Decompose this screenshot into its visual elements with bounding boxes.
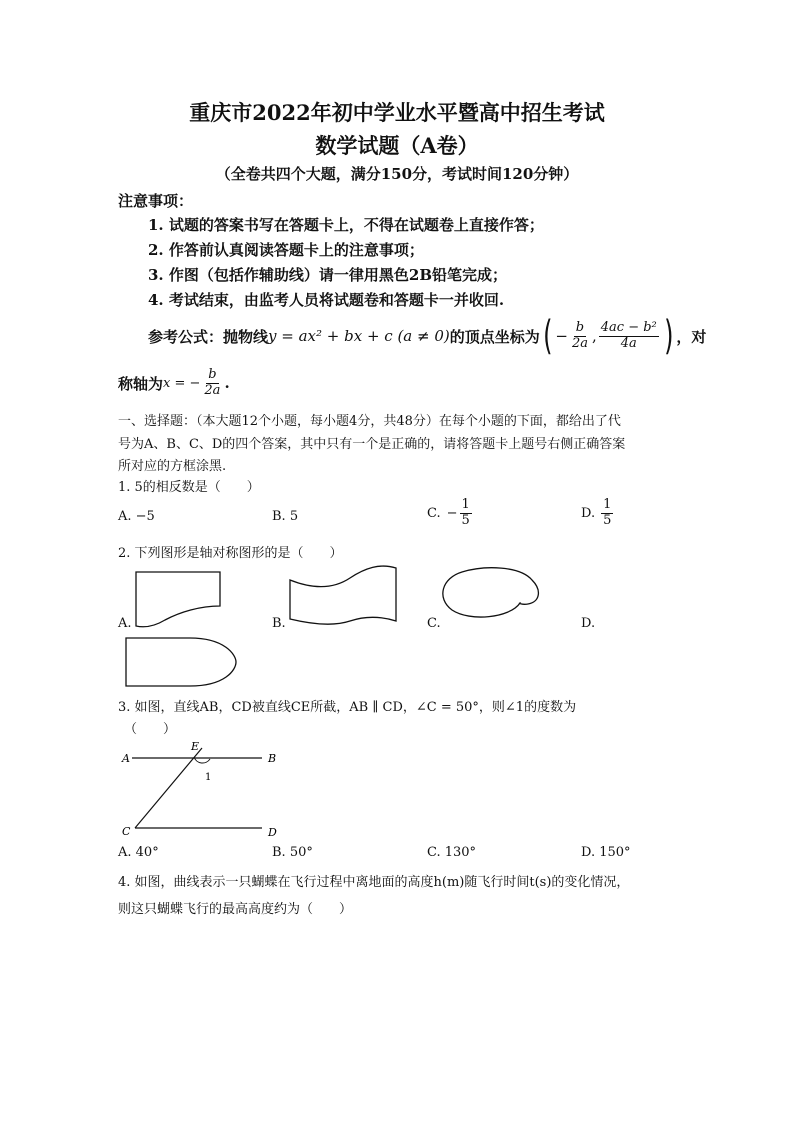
formula-suffix: ，对 (676, 327, 707, 346)
label-e: E (191, 740, 200, 753)
q1-d-num: 1 (603, 497, 612, 512)
q1-d-den: 5 (603, 512, 612, 528)
reference-formula: 参考公式：抛物线 y = ax² + bx + c (a ≠ 0) 的顶点坐标为 ( − $\frac{b}{2a}$ , $\frac{\text{4ac − b²}}{4a}$ ) ，对 (148, 313, 707, 359)
label-c: C (122, 825, 131, 838)
q4-stem-line-2: 则这只蝴蝶飞行的最高高度约为（ ） (118, 902, 353, 917)
q1-option-a: A. −5 (118, 509, 155, 524)
line-ce (135, 748, 202, 828)
q2-option-c: C. (427, 616, 441, 631)
axis-prefix: 称轴为 (118, 374, 164, 393)
axis-end: . (224, 374, 230, 393)
axis-num: b (208, 367, 217, 382)
vertex-y-den: 4a (620, 335, 637, 351)
q1-option-b: B. 5 (272, 509, 299, 524)
q2-shape-c (443, 568, 539, 617)
q1-option-d-label: D. (581, 505, 596, 521)
notice-item-3: 3. 作图（包括作辅助线）请一律用黑色2B铅笔完成； (148, 266, 507, 284)
vertex-x-den: 2a (571, 335, 588, 351)
q1-c-den: 5 (461, 512, 470, 528)
q1-c-num: 1 (461, 497, 470, 512)
q3-option-b: B. 50° (272, 845, 313, 860)
label-d: D (268, 826, 277, 839)
q2-option-a: A. (118, 616, 132, 631)
left-paren: ( (542, 313, 553, 359)
q4-stem-line-1: 4. 如图，曲线表示一只蝴蝶在飞行过程中离地面的高度h(m)随飞行时间t(s)的变化情况， (118, 875, 630, 890)
q2-option-d: D. (581, 616, 596, 631)
formula-equation: y = ax² + bx + c (a ≠ 0) (268, 327, 450, 345)
label-1: 1 (205, 772, 212, 783)
q1-stem: 1. 5的相反数是（ ） (118, 480, 260, 495)
label-a: A (122, 752, 130, 765)
notice-item-2: 2. 作答前认真阅读答题卡上的注意事项； (148, 241, 424, 259)
q3-figure (110, 738, 300, 843)
q1-option-c-label: C. (427, 505, 441, 521)
right-paren: ) (663, 313, 674, 359)
exam-info: （全卷共四个大题，满分150分，考试时间120分钟） (215, 165, 579, 183)
axis-den: 2a (204, 382, 221, 398)
exam-title: 重庆市2022年初中学业水平暨高中招生考试 (189, 100, 605, 125)
section1-line-1: 一、选择题：（本大题12个小题，每小题4分，共48分）在每个小题的下面，都给出了代 (118, 414, 621, 429)
section1-line-3: 所对应的方框涂黑. (118, 459, 227, 474)
vertex-x-num: b (575, 319, 585, 335)
notice-item-4: 4. 考试结束，由监考人员将试题卷和答题卡一并收回. (148, 291, 505, 309)
q2-shape-d (126, 638, 236, 686)
formula-prefix: 参考公式：抛物线 (148, 327, 269, 346)
q2-option-b: B. (272, 616, 286, 631)
q2-shape-b (290, 566, 396, 624)
q2-stem: 2. 下列图形是轴对称图形的是（ ） (118, 546, 343, 561)
section1-line-2: 号为A、B、C、D的四个答案，其中只有一个是正确的，请将答题卡上题号右侧正确答案 (118, 437, 626, 452)
axis-lhs: x = − (163, 375, 201, 391)
notice-heading: 注意事项： (118, 192, 194, 210)
q3-stem-line-2: （ ） (124, 722, 177, 737)
q3-option-c: C. 130° (427, 845, 477, 860)
notice-item-1: 1. 试题的答案书写在答题卡上，不得在试题卷上直接作答； (148, 216, 544, 234)
exam-subtitle: 数学试题（A卷） (315, 133, 479, 158)
label-b: B (268, 752, 277, 765)
q3-option-a: A. 40° (118, 845, 159, 860)
q3-stem-line-1: 3. 如图，直线AB，CD被直线CE所截，AB ∥ CD，∠C = 50°，则∠1的度数为 (118, 700, 577, 715)
q3-option-d: D. 150° (581, 845, 631, 860)
q2-shape-a (136, 572, 220, 627)
q1-option-c-sign: − (446, 505, 458, 521)
formula-mid: 的顶点坐标为 (449, 327, 540, 346)
vertex-y-num: 4ac − b² (600, 319, 657, 335)
